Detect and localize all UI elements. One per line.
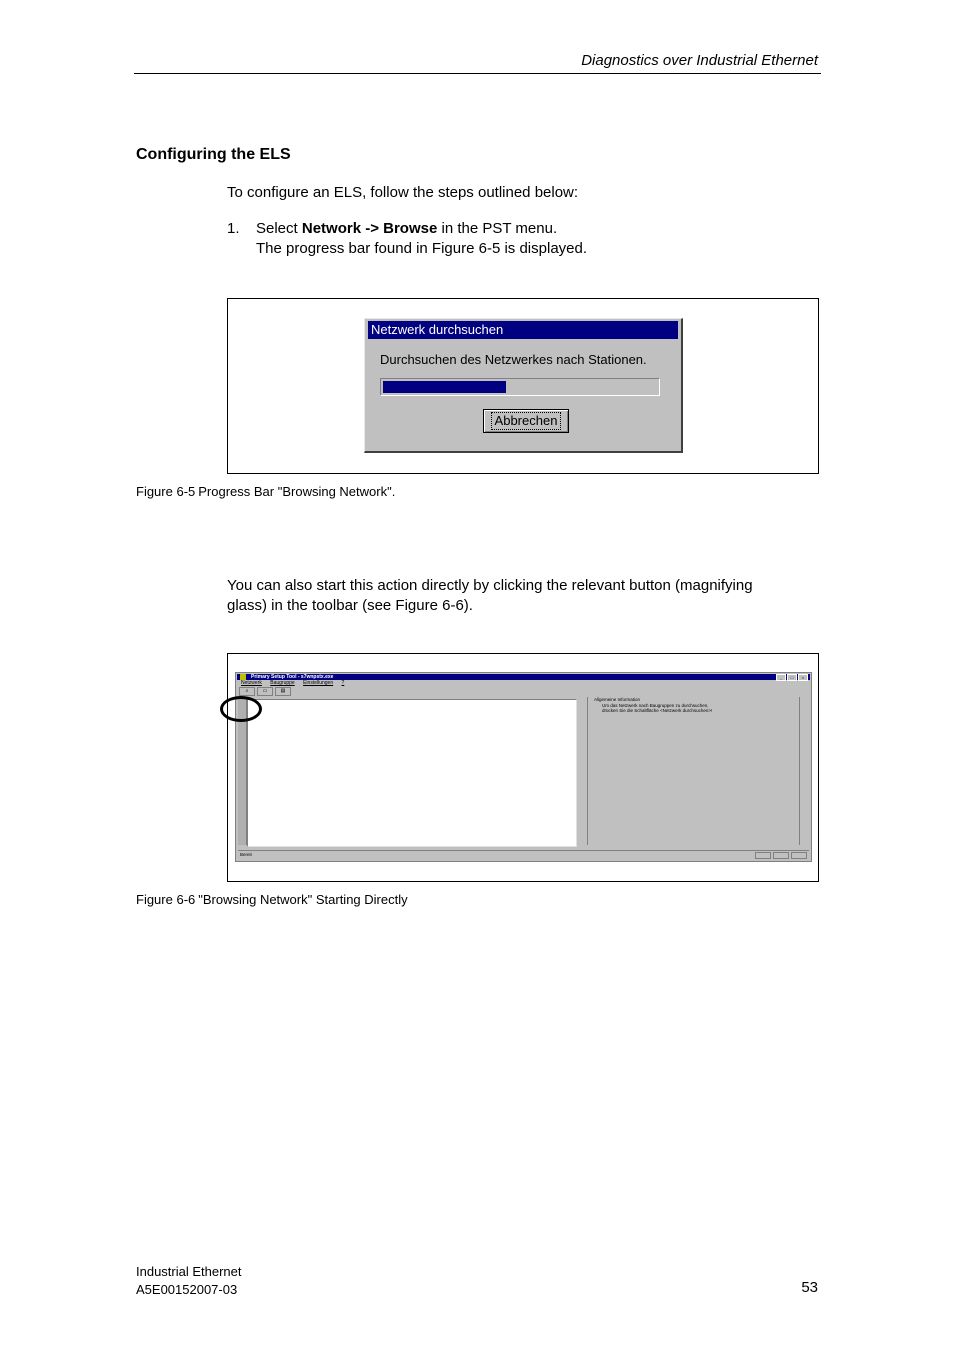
cancel-button[interactable]: Abbrechen (483, 409, 569, 433)
footer-product: Industrial Ethernet (136, 1264, 242, 1279)
dialog-title-bar: Netzwerk durchsuchen (368, 321, 678, 339)
toolbar-button-2[interactable] (257, 687, 273, 696)
info-text: Um das Netzwerk nach Baugruppen zu durchsuchen, drücken Sie die Schaltfläche <Netzwerk durchsuchen>! (602, 703, 713, 713)
magnifier-icon: ⌕ (245, 688, 249, 694)
menu-baugruppe[interactable]: Baugruppe (270, 680, 295, 686)
module-icon: ▤ (280, 688, 286, 694)
progress-bar (380, 378, 660, 396)
info-title: Allgemeine Information (594, 697, 641, 702)
app-title: Primary Setup Tool - s7wnpstx.exe (251, 674, 334, 680)
status-bar (238, 850, 809, 859)
status-text: Bereit (240, 852, 252, 857)
progress-fill (383, 381, 506, 393)
toolbar-button-3[interactable] (275, 687, 291, 696)
maximize-icon[interactable]: □ (787, 674, 797, 681)
info-pane (587, 697, 800, 845)
figure-6-6-caption (136, 892, 408, 907)
step-suffix: in the PST menu. (437, 220, 558, 237)
section-title: Configuring the ELS (136, 146, 291, 163)
primary-setup-tool-window (235, 672, 812, 862)
app-toolbar (239, 687, 291, 695)
step-line2: The progress bar found in Figure 6-5 is displayed. (256, 240, 588, 257)
step-prefix: Select (256, 220, 302, 237)
network-tree-pane[interactable] (247, 699, 577, 847)
caption-text: "Browsing Network" Starting Directly (198, 892, 408, 907)
browse-network-button[interactable] (239, 687, 255, 696)
caption-number: Figure 6-5 (136, 484, 196, 499)
minimize-icon[interactable]: _ (776, 674, 786, 681)
download-icon: ▭ (262, 688, 268, 694)
intro-paragraph: To configure an ELS, follow the steps outlined below: (227, 184, 579, 201)
paragraph-2 (227, 576, 753, 616)
figure-6-6 (227, 653, 819, 882)
footer-order-number: A5E00152007-03 (136, 1282, 238, 1297)
step-1 (227, 219, 827, 259)
status-cells (755, 852, 807, 859)
app-menu-bar (241, 680, 351, 687)
menu-path: Network -> Browse (301, 220, 438, 237)
caption-number: Figure 6-6 (136, 892, 196, 907)
figure-6-5 (227, 298, 819, 474)
menu-einstellungen[interactable]: Einstellungen (303, 680, 334, 686)
step-number: 1. (227, 220, 240, 237)
highlight-circle (220, 696, 262, 722)
caption-text: Progress Bar "Browsing Network". (198, 484, 396, 499)
page-number: 53 (801, 1279, 818, 1296)
footer-left (136, 1263, 242, 1299)
menu-help[interactable]: ? (341, 680, 345, 686)
running-header: Diagnostics over Industrial Ethernet (581, 52, 818, 69)
header-rule (134, 73, 821, 74)
paragraph-2-line-2: glass) in the toolbar (see Figure 6-6). (227, 597, 473, 614)
paragraph-2-line-1: You can also start this action directly by clicking the relevant button (magnifying (227, 577, 753, 594)
close-icon[interactable]: × (798, 674, 808, 681)
menu-netzwerk[interactable]: Netzwerk (241, 680, 262, 686)
figure-6-5-caption (136, 484, 395, 499)
browse-network-dialog (364, 318, 683, 453)
dialog-message: Durchsuchen des Netzwerkes nach Stationen. (380, 352, 647, 367)
window-controls (776, 674, 808, 681)
